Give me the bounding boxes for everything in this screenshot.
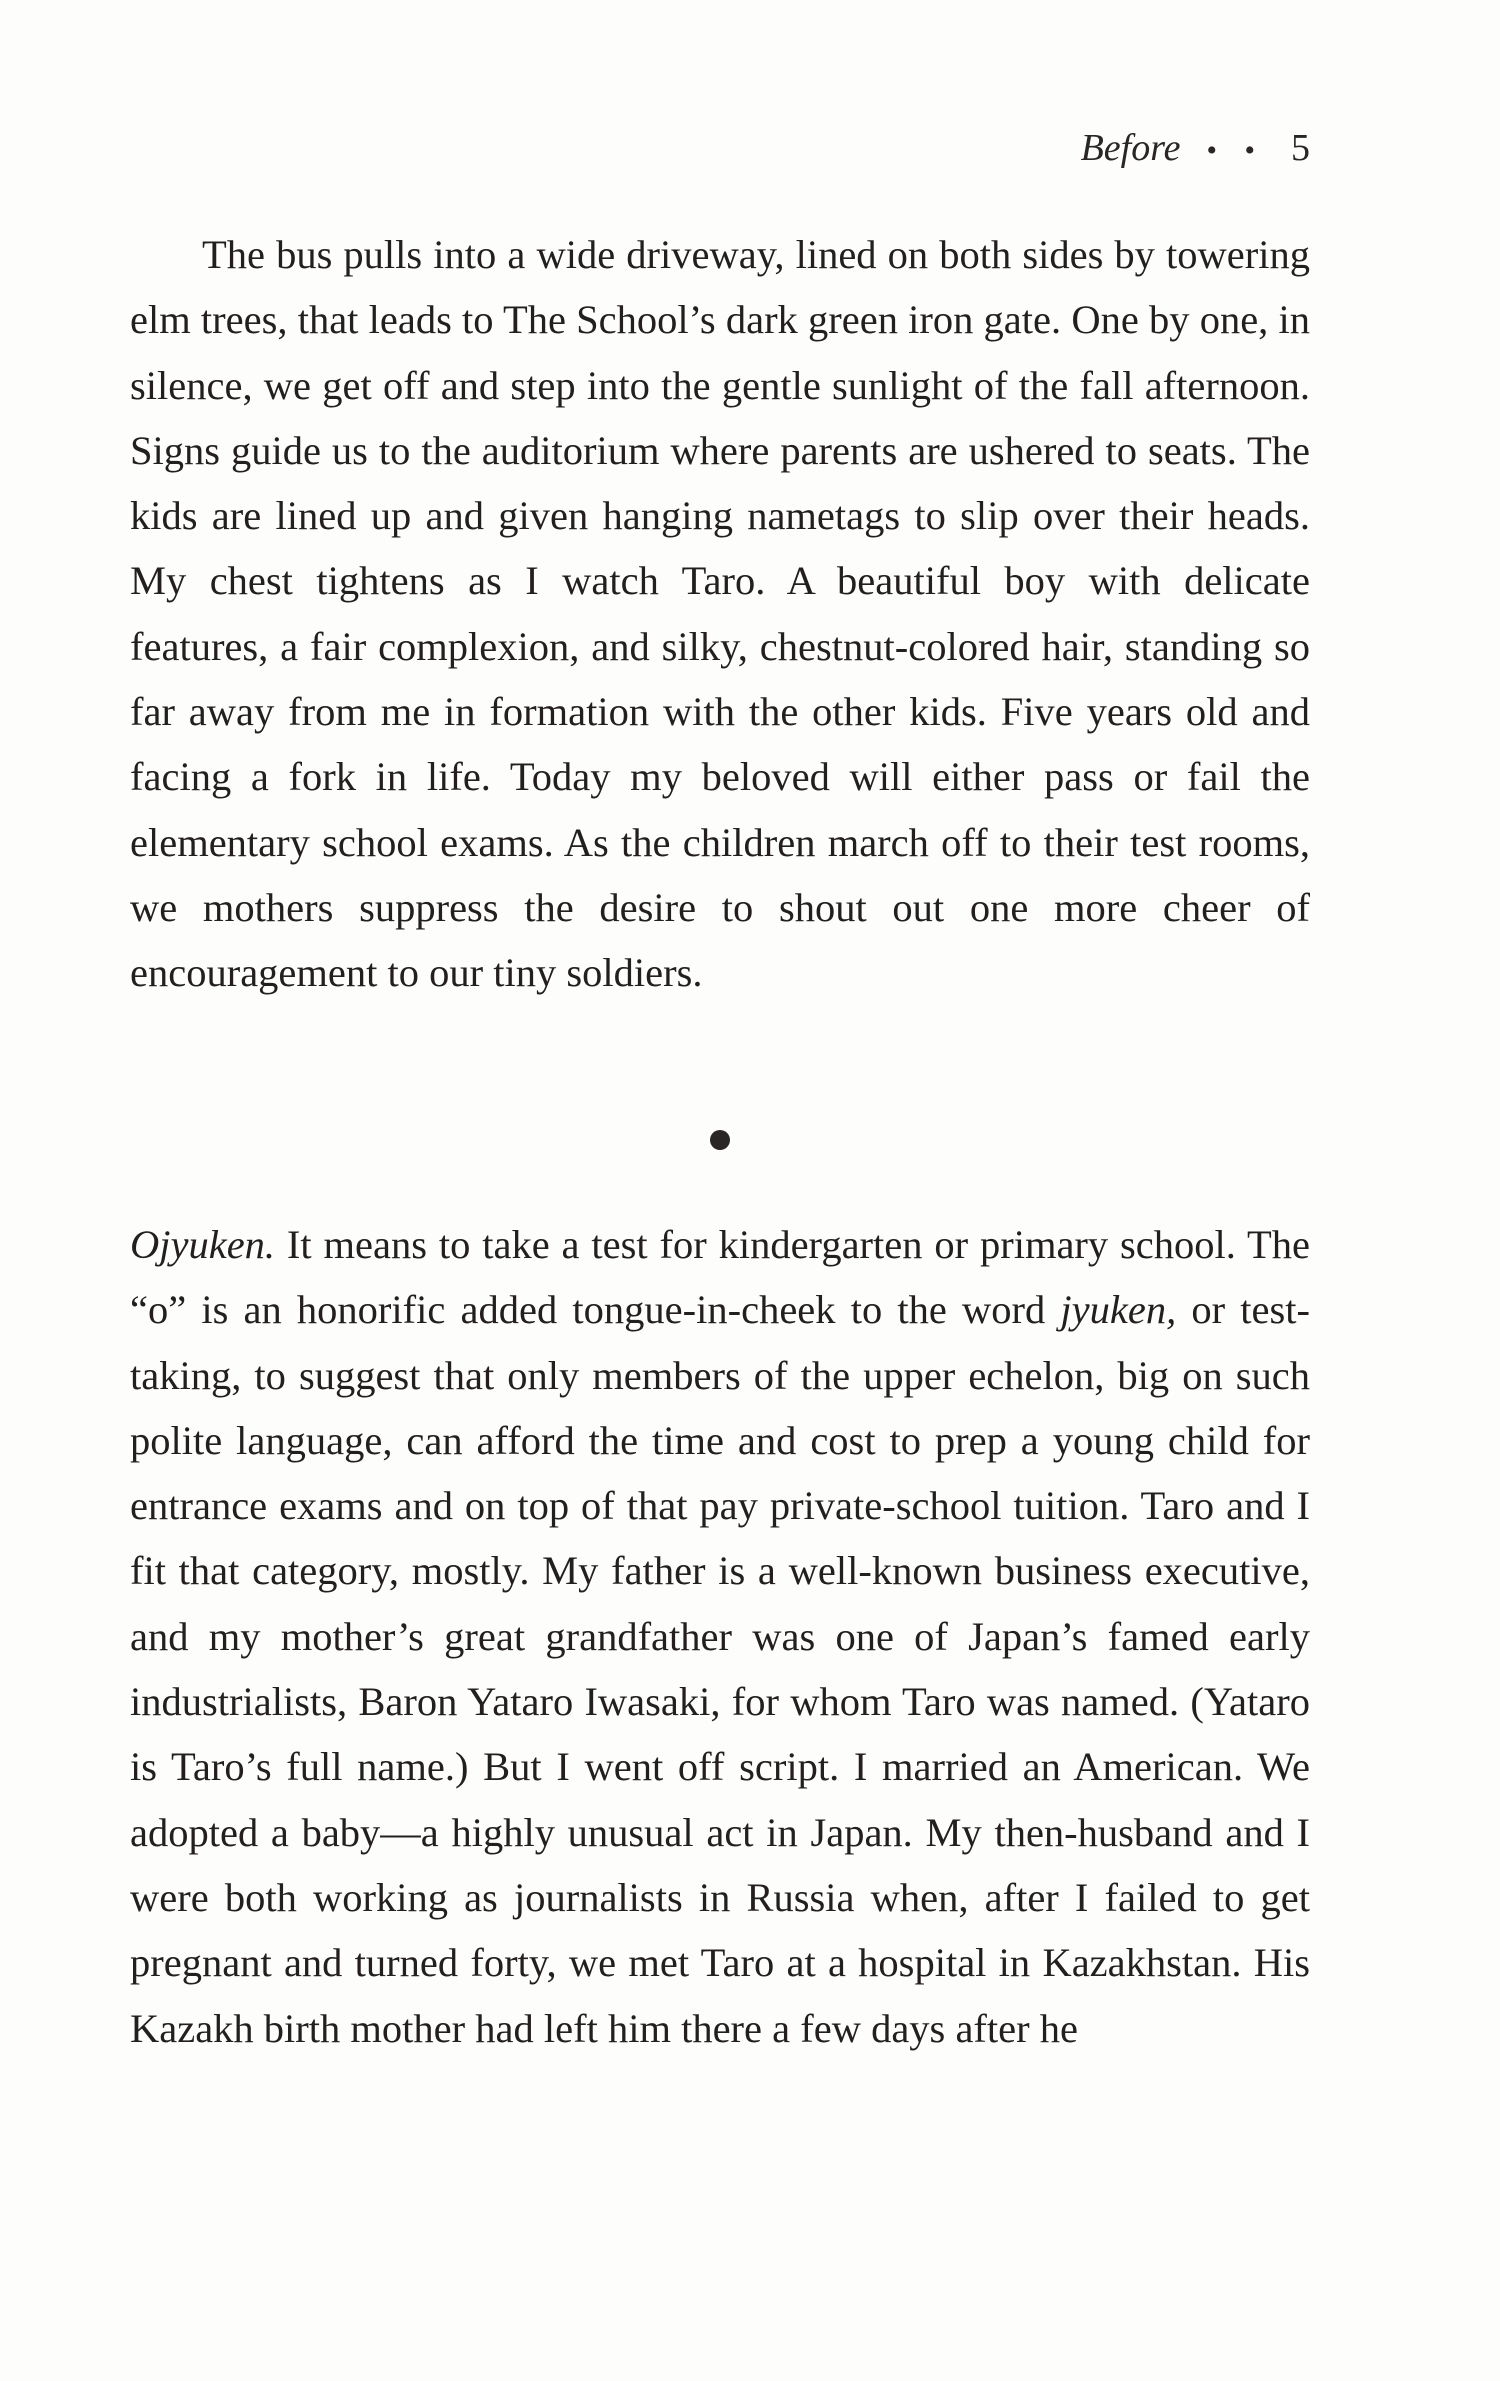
section-break-bullet [710,1130,730,1150]
paragraph-text: The bus pulls into a wide driveway, lined on both sides by towering elm trees, that leads to The School’s dark green iron gate. One by one, in silence, we get off and step into the gentle sunlight of the fall afternoon. Signs guide us to the auditorium where parents are ushered to seats. The kids are lined up and given hanging nametags to slip over their heads. My chest tightens as I watch Taro. A beautiful boy with delicate features, a fair complexion, and silky, chestnut-colored hair, standing so far away from me in formation with the other kids. Five years old and facing a fork in life. Today my beloved will either pass or fail the elementary school exams. As the children march off to their test rooms, we mothers suppress the desire to shout out one more cheer of encouragement to our tiny soldiers. [130,232,1310,996]
paragraph-bus-arrival [130,222,1310,1006]
ornament-dots: • • [1206,134,1265,167]
page-number: 5 [1291,127,1310,169]
paragraph-text-part-1: It means to take a test for kindergarten or primary school. The “o” is an honorific added tongue-in-cheek to the word [130,1222,1310,1333]
term-ojyuken: Ojyuken. [130,1222,276,1267]
running-head [1081,126,1310,170]
paragraph-text [130,1212,1310,2061]
term-jyuken: jyuken, [1060,1287,1177,1333]
section-title: Before [1080,127,1181,169]
paragraph-text-part-2: or test-taking, to suggest that only members of the upper echelon, big on such polite language, can afford the time and cost to prep a young child for entrance exams and on top of that pay private-school tuition. Taro and I fit that category, mostly. My father is a well-known business executive, and my mother’s great grandfather was one of Japan’s famed early industrialists, Baron Yataro Iwasaki, for whom Taro was named. (Yataro is Taro’s full name.) But I went off script. I married an American. We adopted a baby—a highly unusual act in Japan. My then-husband and I were both working as journalists in Russia when, after I failed to get pregnant and turned forty, we met Taro at a hospital in Kazakhstan. His Kazakh birth mother had left him there a few days after he [130,1287,1310,2051]
paragraph-ojyuken [130,1212,1310,2061]
